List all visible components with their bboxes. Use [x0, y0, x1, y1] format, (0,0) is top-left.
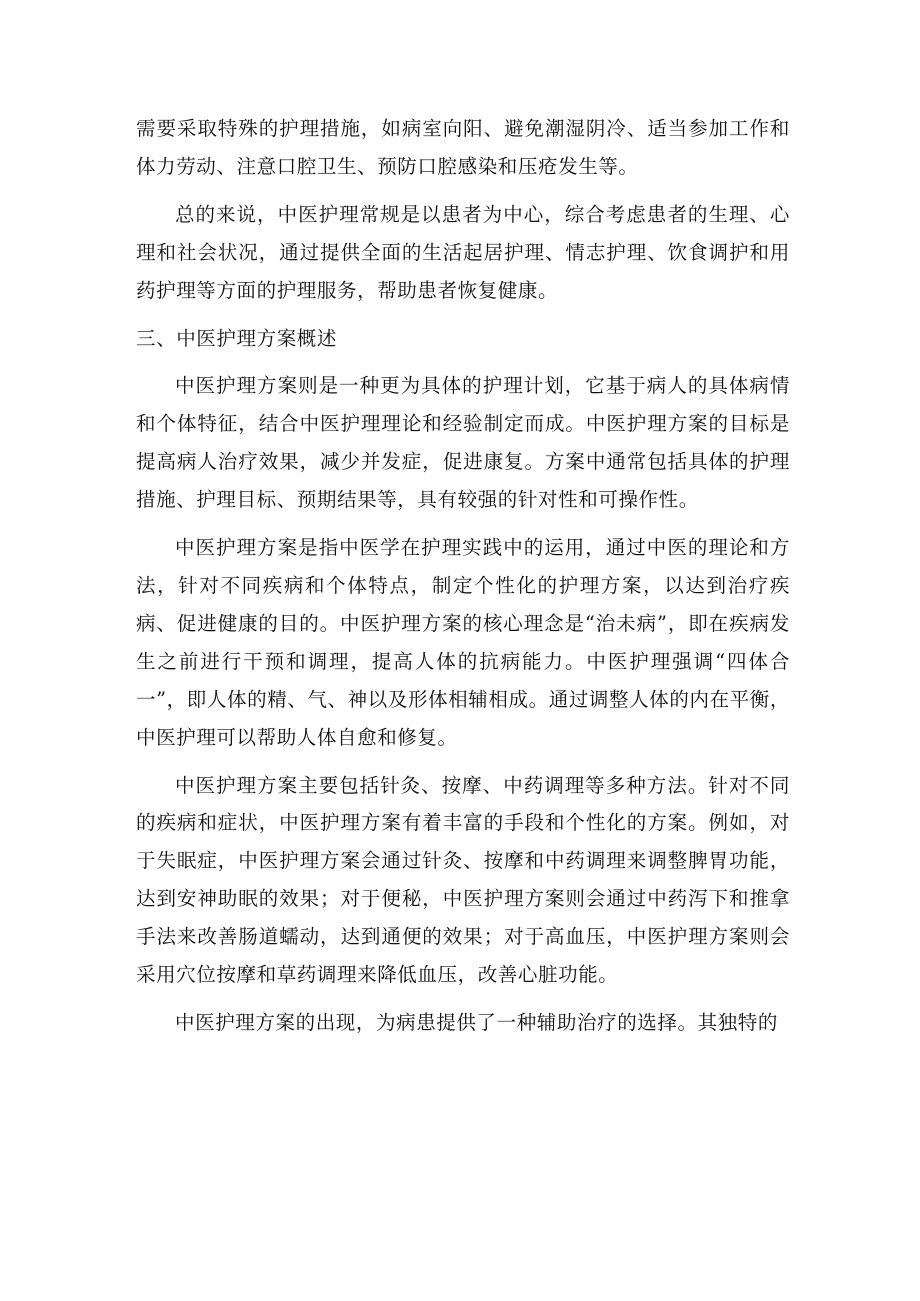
document-body	[136, 110, 790, 1052]
paragraph-plan-concept: 中医护理方案是指中医学在护理实践中的运用，通过中医的理论和方法，针对不同疾病和个体特点，制定个性化的护理方案，以达到治疗疾病、促进健康的目的。中医护理方案的核心理念是“治未病”，即在疾病发生之前进行干预和调理，提高人体的抗病能力。中医护理强调“四体合一”，即人体的精、气、神以及形体相辅相成。通过调整人体的内在平衡，中医护理可以帮助人体自愈和修复。	[136, 536, 790, 749]
paragraph-summary: 总的来说，中医护理常规是以患者为中心，综合考虑患者的生理、心理和社会状况，通过提供全面的生活起居护理、情志护理、饮食调护和用药护理等方面的护理服务，帮助患者恢复健康。	[136, 202, 790, 302]
paragraph-continuation: 需要采取特殊的护理措施，如病室向阳、避免潮湿阴冷、适当参加工作和体力劳动、注意口腔卫生、预防口腔感染和压疮发生等。	[136, 117, 790, 178]
section-heading: 三、中医护理方案概述	[136, 326, 338, 350]
paragraph-plan-definition: 中医护理方案则是一种更为具体的护理计划，它基于病人的具体病情和个体特征，结合中医护理理论和经验制定而成。中医护理方案的目标是提高病人治疗效果，减少并发症，促进康复。方案中通常包括具体的护理措施、护理目标、预期结果等，具有较强的针对性和可操作性。	[136, 374, 790, 512]
paragraph-plan-methods: 中医护理方案主要包括针灸、按摩、中药调理等多种方法。针对不同的疾病和症状，中医护理方案有着丰富的手段和个性化的方案。例如，对于失眠症，中医护理方案会通过针灸、按摩和中药调理来调整脾胃功能，达到安神助眠的效果；对于便秘，中医护理方案则会通过中药泻下和推拿手法来改善肠道蠕动，达到通便的效果；对于高血压，中医护理方案则会采用穴位按摩和草药调理来降低血压，改善心脏功能。	[136, 773, 790, 987]
paragraph-plan-significance: 中医护理方案的出现，为病患提供了一种辅助治疗的选择。其独特的	[175, 1010, 779, 1034]
